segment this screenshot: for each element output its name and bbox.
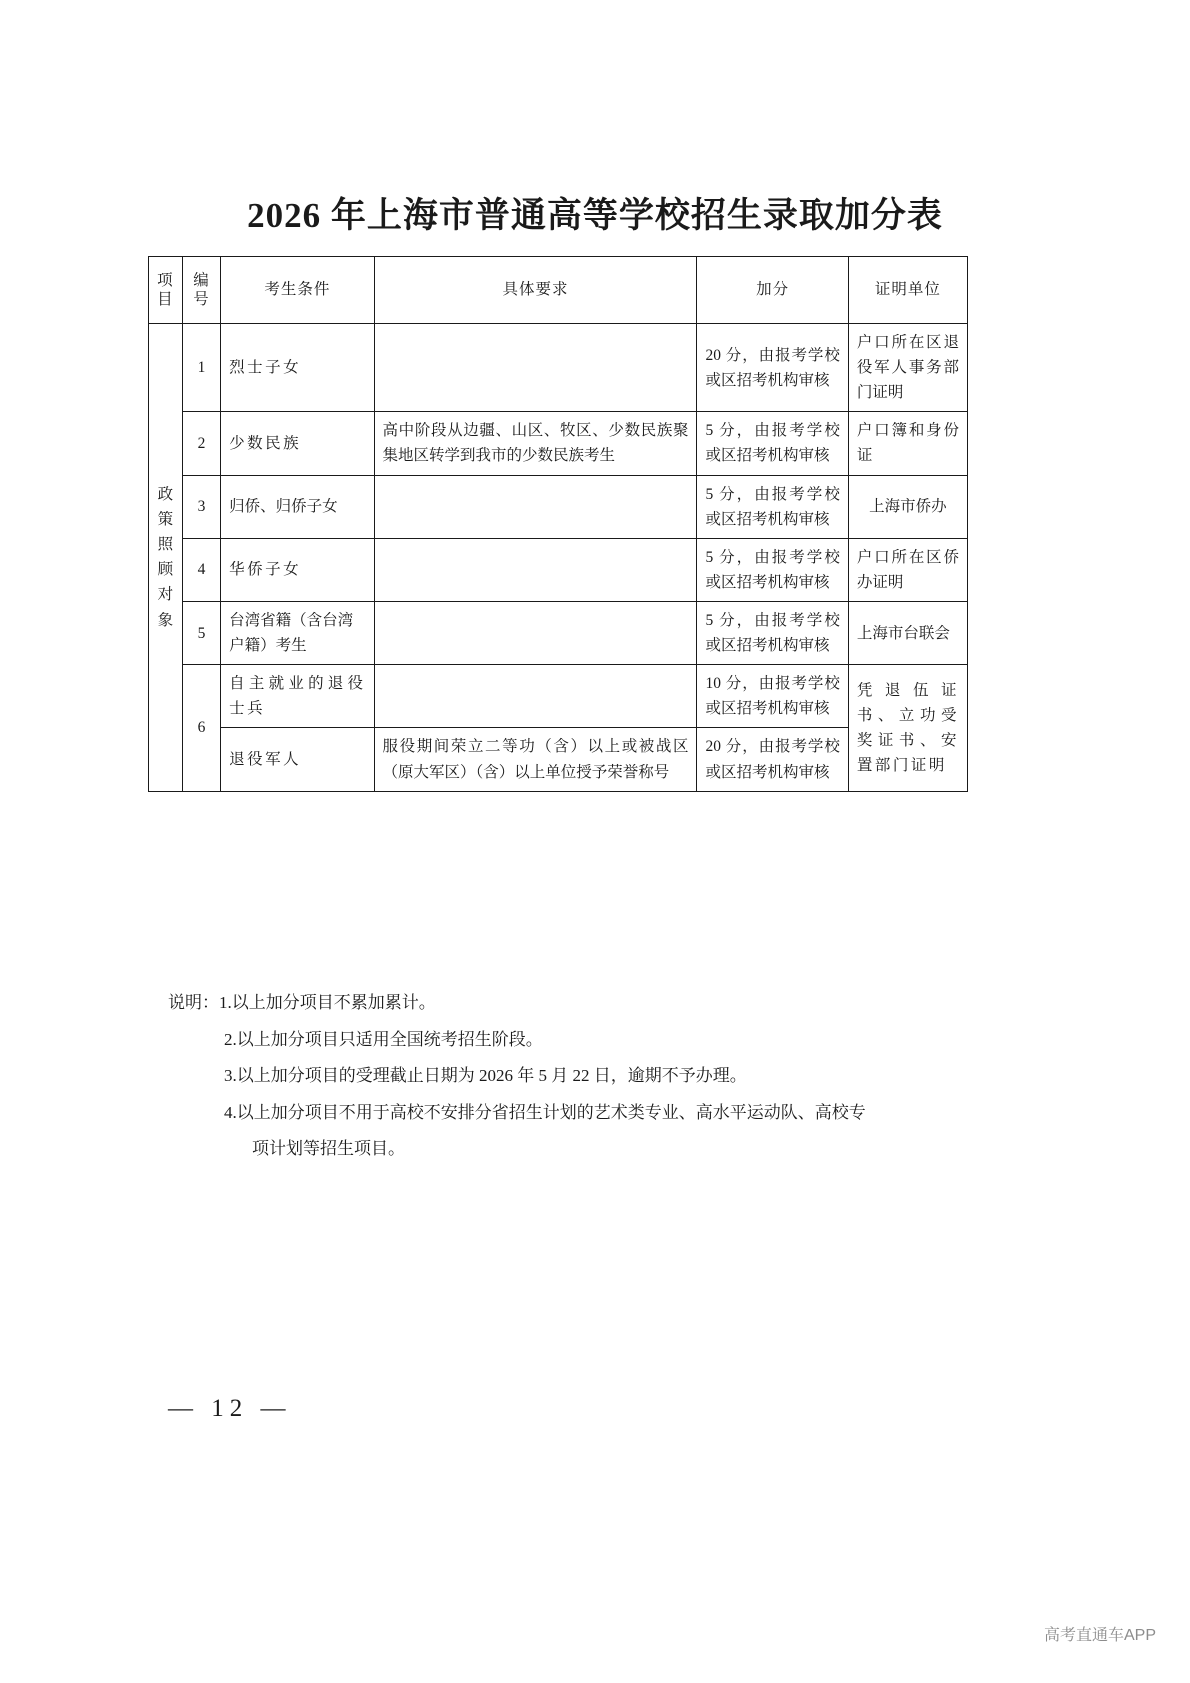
row-points: 10 分，由报考学校或区招考机构审核: [697, 665, 848, 728]
column-header-requirement: 具体要求: [374, 257, 697, 324]
table-row: [149, 475, 968, 538]
note-item-3: 3.以上加分项目的受理截止日期为 2026 年 5 月 22 日，逾期不予办理。: [224, 1066, 747, 1086]
row-condition: 自主就业的退役士兵: [221, 665, 374, 728]
row-condition: 烈士子女: [221, 324, 374, 412]
column-header-points: 加分: [697, 257, 848, 324]
note-item-4: 4.以上加分项目不用于高校不安排分省招生计划的艺术类专业、高水平运动队、高校专: [224, 1102, 866, 1122]
row-organization: 上海市台联会: [848, 601, 967, 664]
table-row: [149, 538, 968, 601]
table-row: [149, 324, 968, 412]
notes-section: [168, 985, 998, 1168]
row-organization: 户口簿和身份证: [848, 412, 967, 475]
page-number: — 12 —: [168, 1395, 292, 1422]
row-requirement: [374, 601, 697, 664]
note-item-1: 1.以上加分项目不累加累计。: [219, 993, 436, 1012]
column-header-number: 编 号: [182, 257, 220, 324]
notes-label: 说明：: [168, 993, 219, 1012]
row-requirement: [374, 324, 697, 412]
row-number: 1: [182, 324, 220, 412]
row-organization: 凭退伍证书、立功受奖证书、安置部门证明: [848, 665, 967, 791]
row-points: 20 分，由报考学校或区招考机构审核: [697, 728, 848, 791]
note-item-2: 2.以上加分项目只适用全国统考招生阶段。: [224, 1029, 543, 1049]
table-header-row: [149, 257, 968, 324]
table-row: [149, 728, 968, 791]
project-label-cell: 政 策 照 顾 对 象: [149, 324, 183, 792]
row-number: 3: [182, 475, 220, 538]
row-condition: 归侨、归侨子女: [221, 475, 374, 538]
row-organization: 户口所在区侨办证明: [848, 538, 967, 601]
row-number: 5: [182, 601, 220, 664]
row-condition: 台湾省籍（含台湾户籍）考生: [221, 601, 374, 664]
note-line-2: [168, 1022, 998, 1059]
row-points: 5 分，由报考学校或区招考机构审核: [697, 601, 848, 664]
row-number: 6: [182, 665, 220, 791]
row-number: 2: [182, 412, 220, 475]
table-row: [149, 665, 968, 728]
row-requirement: [374, 538, 697, 601]
row-requirement: [374, 665, 697, 728]
column-header-organization: 证明单位: [848, 257, 967, 324]
column-header-condition: 考生条件: [221, 257, 374, 324]
row-points: 5 分，由报考学校或区招考机构审核: [697, 475, 848, 538]
table-row: [149, 601, 968, 664]
row-points: 5 分，由报考学校或区招考机构审核: [697, 412, 848, 475]
row-points: 5 分，由报考学校或区招考机构审核: [697, 538, 848, 601]
row-points: 20 分，由报考学校或区招考机构审核: [697, 324, 848, 412]
row-requirement: 服役期间荣立二等功（含）以上或被战区（原大军区）（含）以上单位授予荣誉称号: [374, 728, 697, 791]
note-line-5: [168, 1131, 998, 1168]
page-title: 2026 年上海市普通高等学校招生录取加分表: [247, 196, 943, 235]
note-line-4: [168, 1095, 998, 1132]
admission-bonus-table: [148, 256, 968, 792]
note-line-3: [168, 1058, 998, 1095]
row-requirement: 高中阶段从边疆、山区、牧区、少数民族聚集地区转学到我市的少数民族考生: [374, 412, 697, 475]
row-organization: 户口所在区退役军人事务部门证明: [848, 324, 967, 412]
note-line-1: [168, 985, 998, 1022]
row-number: 4: [182, 538, 220, 601]
column-header-project: 项 目: [149, 257, 183, 324]
row-organization: 上海市侨办: [848, 475, 967, 538]
watermark-label: 高考直通车APP: [1043, 1627, 1156, 1644]
row-condition: 少数民族: [221, 412, 374, 475]
row-requirement: [374, 475, 697, 538]
row-condition: 华侨子女: [221, 538, 374, 601]
note-item-4-cont: 项计划等招生项目。: [252, 1139, 405, 1159]
row-condition: 退役军人: [221, 728, 374, 791]
table-row: [149, 412, 968, 475]
